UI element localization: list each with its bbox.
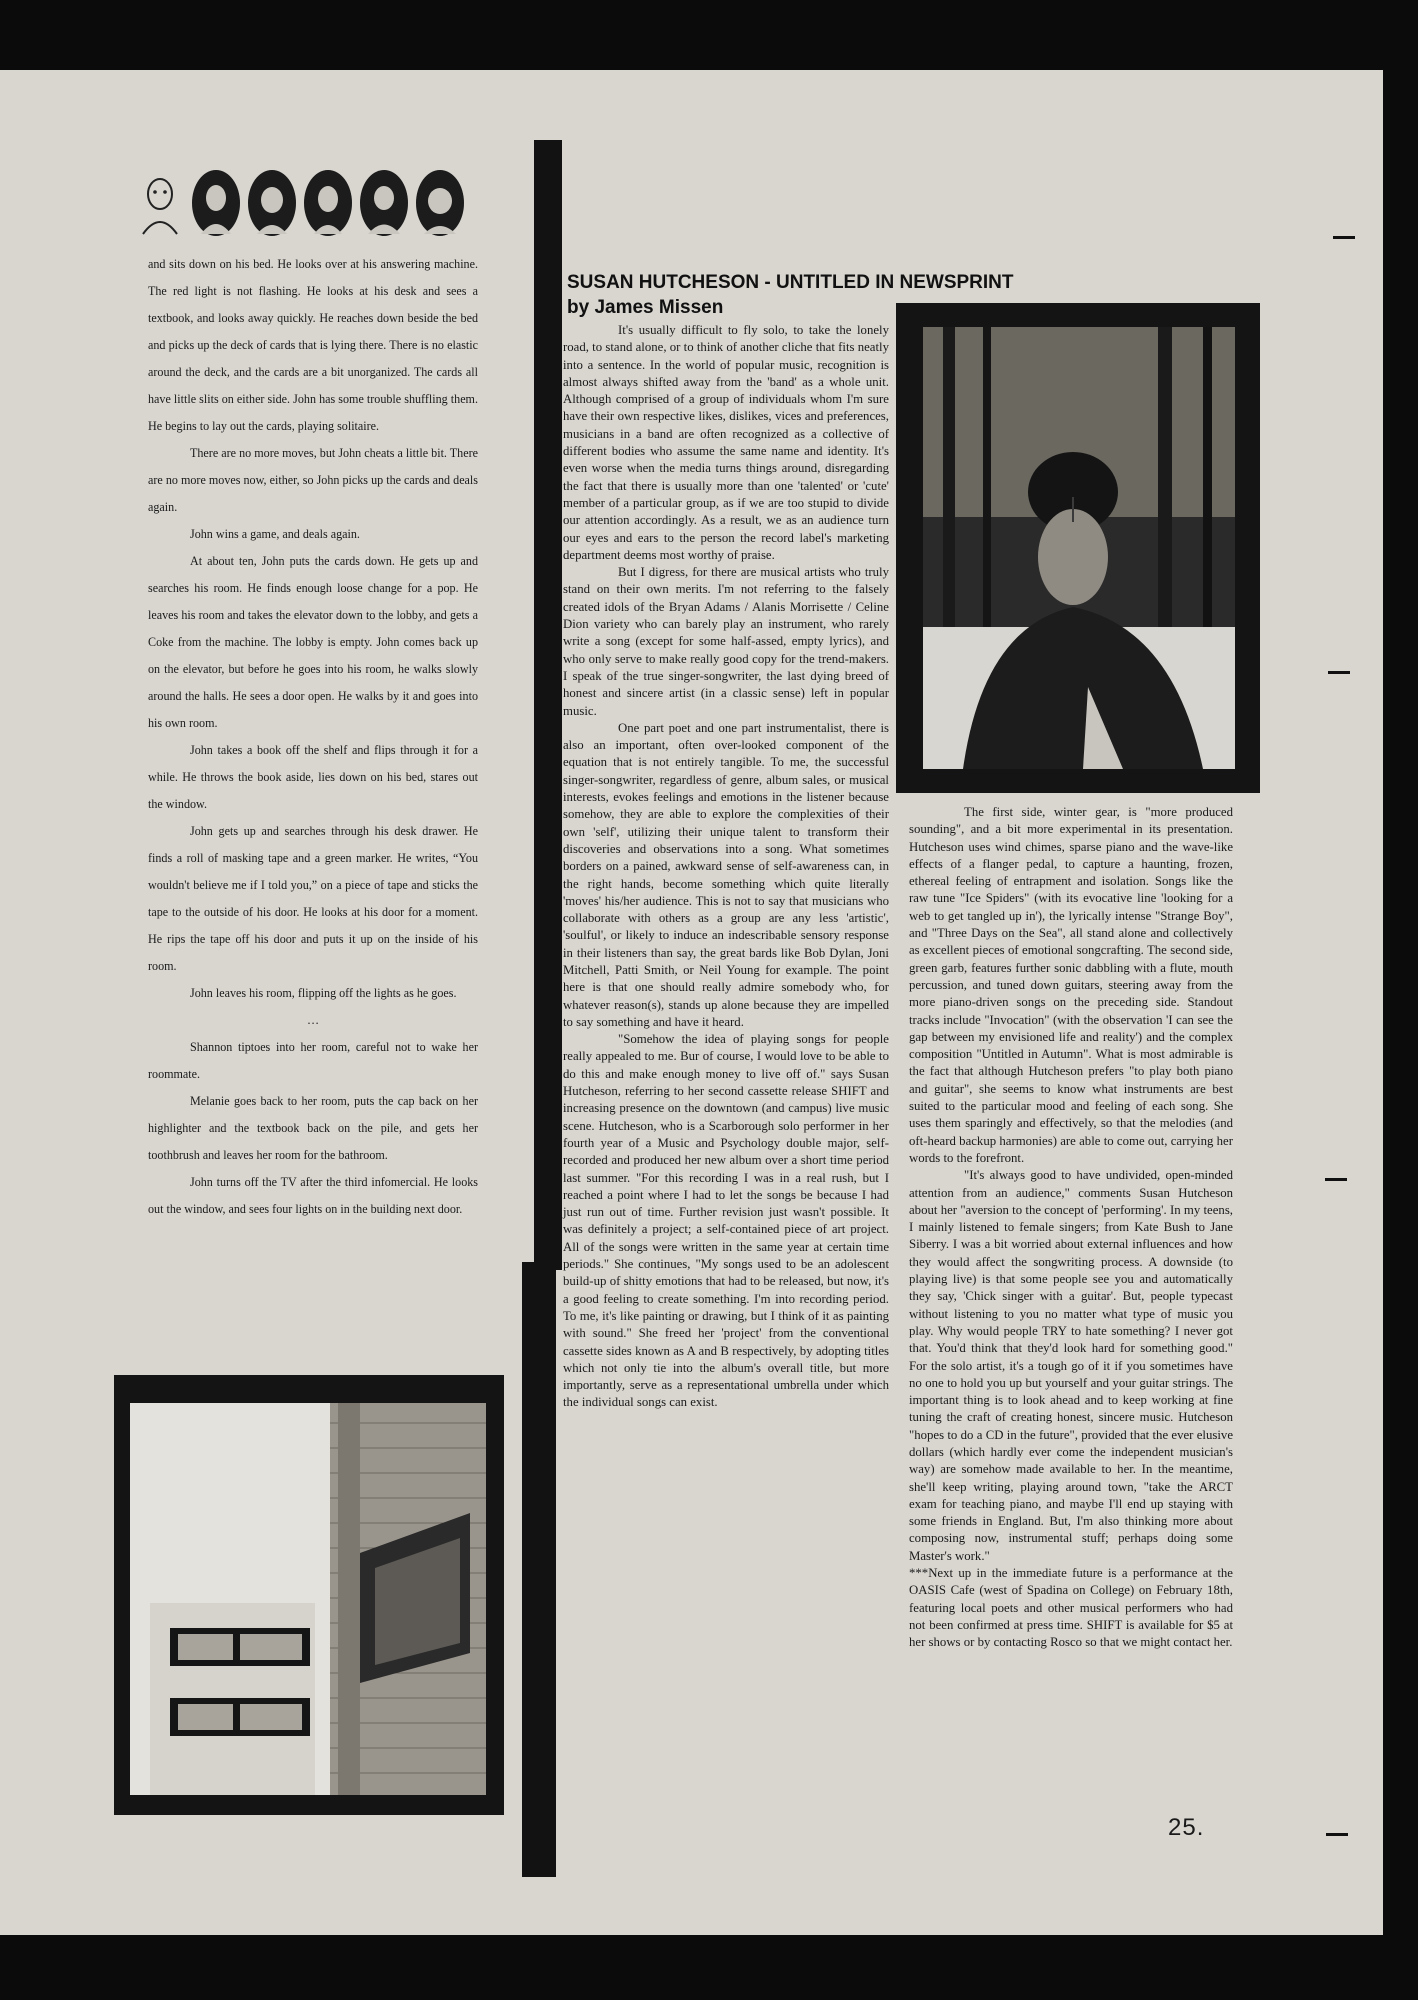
page-number: 25.: [1168, 1814, 1205, 1841]
binding-mark: [1326, 1833, 1348, 1836]
article-paragraph: "Somehow the idea of playing songs for people really appealed to me. Bur of course, I would love to be able to do this and make enough money to live off of." says Susan Hutcheson, referring to her second cassette release SHIFT and increasing presence on the downtown (and campus) live music scene. Hutcheson, who is a Scarborough solo performer in her fourth year of a Music and Psychology double major, self-recorded and produced her new album over a short time period last summer. "For this recording I was in a real rush, but I reached a point where I had to let the songs be because I had just run out of time. Further revision just wasn't possible. It was definitely a project; a self-contained piece of art project. All of the songs were written in the same year at certain time periods." She continues, "My songs used to be an adolescent build-up of shitty emotions that had to be released, but now, it's a good feeling to create something. I'm into recording period. To me, it's like painting or drawing, but I think of it as painting with sound." She freed her 'project' from the conventional cassette sides known as A and B respectively, by adopting titles which not only tie into the album's overall title, but more importantly, serve as a representational umbrella under which the individual songs can exist.: [563, 1032, 889, 1410]
section-break: …: [306, 1013, 320, 1027]
article-paragraph: ***Next up in the immediate future is a performance at the OASIS Cafe (west of Spadina on College) on February 18th, featuring local poets and other musical performers who had not been confirmed at press time. SHIFT is available for $5 at her shows or by contacting Rosco so that we might contact her.: [909, 1566, 1233, 1650]
face-sketch-icon: [135, 168, 185, 238]
face-portrait-icon: [415, 168, 465, 238]
article-paragraph: But I digress, for there are musical artists who truly stand on their own merits. I'm not referring to the falsely created idols of the Bryan Adams / Alanis Morrisette / Celine Dion variety who can barely play an instrument, who rarely write a song (except for some half-assed, empty lyrics), and who only serve to make really good copy for the trend-makers. I speak of the true singer-songwriter, the last dying breed of honest and sincere artist (in a classic sense) left in popular music.: [563, 565, 889, 718]
article-paragraph: The first side, winter gear, is "more produced sounding", and a bit more experimental in its presentation. Hutcheson uses wind chimes, sparse piano and the wave-like effects of a flanger pedal, to capture a haunting, frozen, ethereal feeling of entrapment and isolation. Songs like the raw tune "Ice Spiders" (with its evocative line 'looking for a web to get tangled up in'), the lyrically intense "Strange Boy", and "Three Days on the Sea", all stand alone and collectively as excellent pieces of emotional songcrafting. The second side, green garb, features further sonic dabbling with a flute, mouth percussion, and tuned down guitars, steering away from the more piano-driven songs on the preceding side. Standout tracks include "Invocation" (with the observation 'I can see the gap between my envisioned life and reality') and the complex composition "Untitled in Autumn". What is most admirable is the fact that although Hutcheson prefers "to play both piano and guitar", she seems to know what instruments are best suited to the particular mood and feeling of each song. She uses them sparingly and effectively, so that the melodies (and oft-heard backup harmonies) are able to come out, carrying her words to the forefront.: [909, 805, 1233, 1165]
article-column-1: [563, 322, 889, 1412]
column-rule: [522, 1262, 556, 1877]
portrait-strip: [135, 165, 475, 240]
article-title: SUSAN HUTCHESON - UNTITLED IN NEWSPRINT: [567, 272, 1014, 293]
story-paragraph: John wins a game, and deals again.: [190, 527, 360, 541]
musician-photo: [896, 303, 1260, 793]
column-rule: [534, 140, 562, 1270]
face-portrait-icon: [303, 168, 353, 238]
story-paragraph: At about ten, John puts the cards down. He gets up and searches his room. He finds enough loose change for a pop. He leaves his room and takes the elevator down to the lobby, and gets a Coke from the machine. The lobby is empty. John comes back up on the elevator, but before he goes into his room, he walks slowly around the halls. He sees a door open. He walks by it and goes into his own room.: [148, 554, 478, 730]
story-column: [148, 251, 478, 1223]
binding-mark: [1325, 1178, 1347, 1181]
face-portrait-icon: [359, 168, 409, 238]
article-byline: by James Missen: [567, 297, 724, 318]
face-portrait-icon: [191, 168, 241, 238]
story-paragraph: John takes a book off the shelf and flips through it for a while. He throws the book aside, lies down on his bed, stares out the window.: [148, 743, 478, 811]
article-paragraph: One part poet and one part instrumentalist, there is also an important, often over-looked component of the equation that is not entirely tangible. To me, the successful singer-songwriter, regardless of genre, album sales, or musical interests, evokes feelings and emotions in the listener because somehow, they are able to explore the complexities of their own 'self', utilizing their unique talent to transform their discoveries and observations into a song. What sometimes borders on a pained, awkward sense of self-awareness can, in the right hands, become something which quite literally 'moves' his/her audience. This is not to say that musicians who collaborate with others as a group are any less 'artistic', 'soulful', or likely to induce an indescribable sensory response in their listeners than say, the great bards like Bob Dylan, Joni Mitchell, Patti Smith, or Neil Young for example. The point here is that one should really admire somebody who, for whatever reason(s), stands up alone because they are impelled to say something and have it heard.: [563, 720, 889, 1029]
article-paragraph: It's usually difficult to fly solo, to take the lonely road, to stand alone, or to think of another cliche that fits neatly into a sentence. In the world of popular music, recognition is almost always shifted away from the 'band' as a whole unit. Although comprised of a group of individuals whom I'm sure have their own respective likes, dislikes, vices and preferences, musicians in a band are often recognized as a collective of different bodies who assume the same name and identity. It's even worse when the media turns things around, disregarding the fact that there is usually more than one 'talented' or 'cute' member of a particular group, as if we are too stupid to divide our attention accordingly. As a result, we as an audience turn our eyes and ears to the person the record label's marketing department deems most worthy of praise.: [563, 323, 889, 562]
article-paragraph: "It's always good to have undivided, open-minded attention from an audience," comments Susan Hutcheson about her "aversion to the concept of 'performing'. In my teens, I mainly listened to female singers; from Kate Bush to Jane Siberry. I was a bit worried about external influences and how they would affect the songwriting process. A downside (to playing live) is that some people see you and automatically they say, 'Chick singer with a guitar'. But, people typecast without listening to you no matter what type of music you play. Why would people TRY to hate something? I never got that. You'd think that they'd look hard for something good." For the solo artist, it's a tough go of it if you sometimes have no one to hold you up but yourself and your guitar strings. The important thing is to look ahead and to keep working at fine tuning the craft of creating honest, sincere music. Hutcheson "hopes to do a CD in the future", provided that the ever elusive dollars (which hardly ever come the independent musician's way) are somehow made available to her. In the meantime, she'll keep writing, playing around town, "take the ARCT exam for teaching piano, and maybe I'll end up staying with some friends in England. But, I'm also thinking more about composing now, instrumental stuff; perhaps doing some Master's work.": [909, 1168, 1233, 1563]
story-paragraph: Shannon tiptoes into her room, careful not to wake her roommate.: [148, 1040, 478, 1081]
story-paragraph: John turns off the TV after the third infomercial. He looks out the window, and sees four lights on in the building next door.: [148, 1175, 478, 1216]
binding-mark: [1328, 671, 1350, 674]
story-paragraph: John leaves his room, flipping off the lights as he goes.: [190, 986, 457, 1000]
story-paragraph: Melanie goes back to her room, puts the cap back on her highlighter and the textbook back on the pile, and gets her toothbrush and leaves her room for the bathroom.: [148, 1094, 478, 1162]
face-portrait-icon: [247, 168, 297, 238]
story-paragraph: John gets up and searches through his desk drawer. He finds a roll of masking tape and a green marker. He writes, “You wouldn't believe me if I told you,” on a piece of tape and sticks the tape to the outside of his door. He looks at his door for a moment. He rips the tape off his door and puts it up on the inside of his room.: [148, 824, 478, 973]
story-paragraph: There are no more moves, but John cheats a little bit. There are no more moves now, either, so John picks up the cards and deals again.: [148, 446, 478, 514]
story-paragraph: and sits down on his bed. He looks over at his answering machine. The red light is not flashing. He looks at his desk and sees a textbook, and looks away quickly. He reaches down beside the bed and picks up the deck of cards that is lying there. There is no elastic around the deck, and the cards are a bit unorganized. The cards all have little slits on either side. John has some trouble shuffling them. He begins to lay out the cards, playing solitaire.: [148, 257, 478, 433]
building-photo: [114, 1375, 504, 1815]
article-column-2: [909, 804, 1233, 1652]
binding-mark: [1333, 236, 1355, 239]
